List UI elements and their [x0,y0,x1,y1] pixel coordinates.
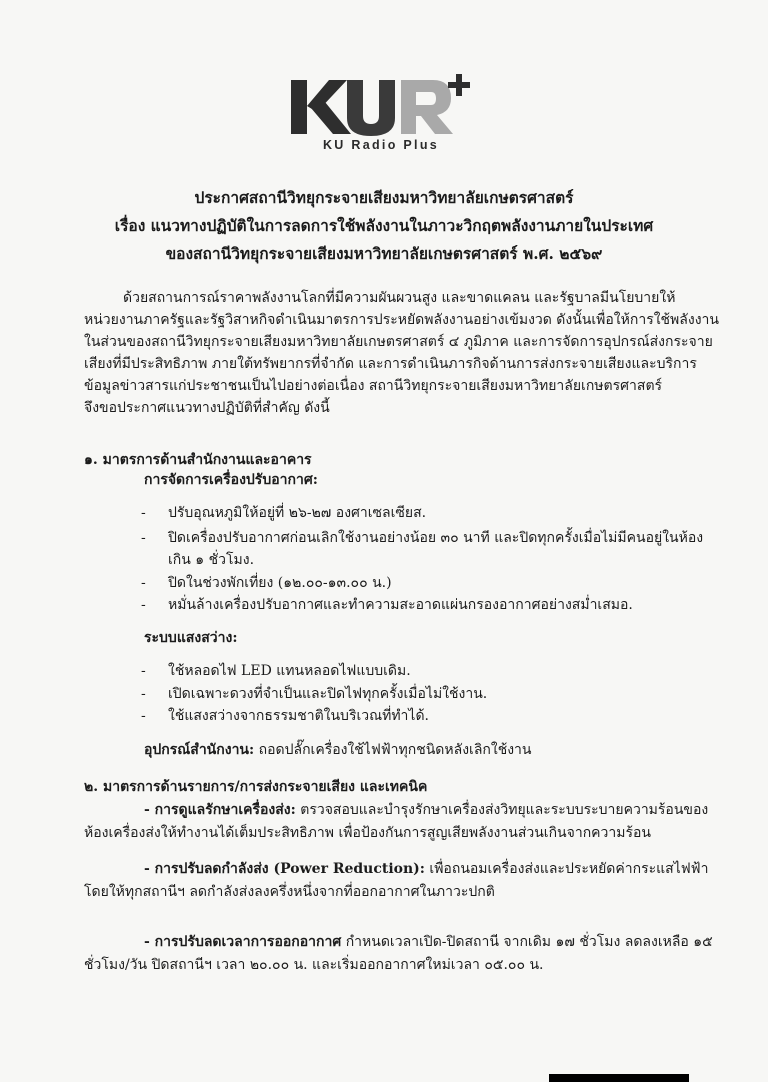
bullet: - [141,597,146,613]
lighting-heading: ระบบแสงสว่าง: [144,630,238,646]
airtime-reduction-text: กำหนดเวลาเปิด-ปิดสถานี จากเดิม ๑๗ ชั่วโมง ลดลงเหลือ ๑๕ [341,934,713,950]
bullet: - [141,708,146,724]
intro-line: หน่วยงานภาครัฐและรัฐวิสาหกิจดำเนินมาตรการประหยัดพลังงานอย่างเข้มงวด ดังนั้นเพื่อให้การใช้พลังงาน [84,312,719,328]
bullet: - [141,505,146,521]
transmitter-maintenance-label: - การดูแลรักษาเครื่องส่ง: [144,802,296,818]
page-bottom-bar [549,1074,689,1082]
ku-radio-plus-logo [281,68,481,158]
announcement-subject: เรื่อง แนวทางปฏิบัติในการลดการใช้พลังงานในภาวะวิกฤตพลังงานภายในประเทศ [114,216,654,235]
intro-line: จึงขอประกาศแนวทางปฏิบัติที่สำคัญ ดังนี้ [84,400,330,416]
office-equipment-line [144,739,531,761]
intro-line: ข้อมูลข่าวสารแก่ประชาชนเป็นไปอย่างต่อเนื่อง สถานีวิทยุกระจายเสียงมหาวิทยาลัยเกษตรศาสตร์ [84,378,663,394]
section2-heading: ๒. มาตรการด้านรายการ/การส่งกระจายเสียง และเทคนิค [84,779,428,795]
power-reduction-en: (Power Reduction): [268,861,425,877]
airtime-reduction-label: - การปรับลดเวลาการออกอากาศ [144,934,342,950]
airtime-reduction-cont: ชั่วโมง/วัน ปิดสถานีฯ เวลา ๒๐.๐๐ น. และเริ่มออกอากาศใหม่เวลา ๐๕.๐๐ น. [84,957,544,973]
office-equipment-text: ถอดปลั๊กเครื่องใช้ไฟฟ้าทุกชนิดหลังเลิกใช้งาน [254,742,532,758]
lighting-item: ใช้แสงสว่างจากธรรมชาติในบริเวณที่ทำได้. [168,708,430,724]
power-reduction-cont: โดยให้ทุกสถานีฯ ลดกำลังส่งลงครึ่งหนึ่งจากที่ออกอากาศในภาวะปกติ [84,884,495,900]
airtime-reduction-line [144,931,713,953]
lighting-item: ใช้หลอดไฟ LED แทนหลอดไฟแบบเดิม. [168,663,411,679]
power-reduction-label: - การปรับลดกำลังส่ง [144,861,269,877]
aircon-item: หมั่นล้างเครื่องปรับอากาศและทำความสะอาดแผ่นกรองอากาศอย่างสม่ำเสมอ. [168,597,633,613]
kur-logo-mark [281,68,481,138]
section1-heading: ๑. มาตรการด้านสำนักงานและอาคาร [84,452,312,468]
power-reduction-text: เพื่อถนอมเครื่องส่งและประหยัดค่ากระแสไฟฟ้า [424,861,709,877]
bullet: - [141,530,146,546]
bullet: - [141,575,146,591]
intro-line: ด้วยสถานการณ์ราคาพลังงานโลกที่มีความผันผวนสูง และขาดแคลน และรัฐบาลมีนโยบายให้ [123,290,676,306]
bullet: - [141,663,146,679]
office-equipment-label: อุปกรณ์สำนักงาน: [144,742,255,758]
transmitter-maintenance-line [144,799,708,821]
aircon-item: ปิดในช่วงพักเที่ยง (๑๒.๐๐-๑๓.๐๐ น.) [168,575,392,591]
lighting-item: เปิดเฉพาะดวงที่จำเป็นและปิดไฟทุกครั้งเมื่อไม่ใช้งาน. [168,686,488,702]
aircon-item-cont: เกิน ๑ ชั่วโมง. [168,552,255,568]
aircon-heading: การจัดการเครื่องปรับอากาศ: [144,472,318,488]
logo-subtitle: KU Radio Plus [322,138,440,152]
aircon-item: ปิดเครื่องปรับอากาศก่อนเลิกใช้งานอย่างน้อย ๓๐ นาที และปิดทุกครั้งเมื่อไม่มีคนอยู่ในห้อง [168,530,704,546]
intro-line: เสียงที่มีประสิทธิภาพ ภายใต้ทรัพยากรที่จำกัด และการดำเนินภารกิจด้านการส่งกระจายเสียงและบริการ [84,356,697,372]
aircon-item: ปรับอุณหภูมิให้อยู่ที่ ๒๖-๒๗ องศาเซลเซียส. [168,505,427,521]
power-reduction-line [144,858,708,880]
announcement-title-line1: ประกาศสถานีวิทยุกระจายเสียงมหาวิทยาลัยเกษตรศาสตร์ [194,188,574,207]
bullet: - [141,686,146,702]
intro-line: ในส่วนของสถานีวิทยุกระจายเสียงมหาวิทยาลัยเกษตรศาสตร์ ๔ ภูมิภาค และการจัดการอุปกรณ์ส่งกระจาย [84,334,713,350]
transmitter-maintenance-text: ตรวจสอบและบำรุงรักษาเครื่องส่งวิทยุและระบบระบายความร้อนของ [295,802,709,818]
transmitter-maintenance-cont: ห้องเครื่องส่งให้ทำงานได้เต็มประสิทธิภาพ เพื่อป้องกันการสูญเสียพลังงานส่วนเกินจากความร้อน [84,825,651,841]
announcement-title-line3: ของสถานีวิทยุกระจายเสียงมหาวิทยาลัยเกษตรศาสตร์ พ.ศ. ๒๕๖๙ [165,244,603,263]
